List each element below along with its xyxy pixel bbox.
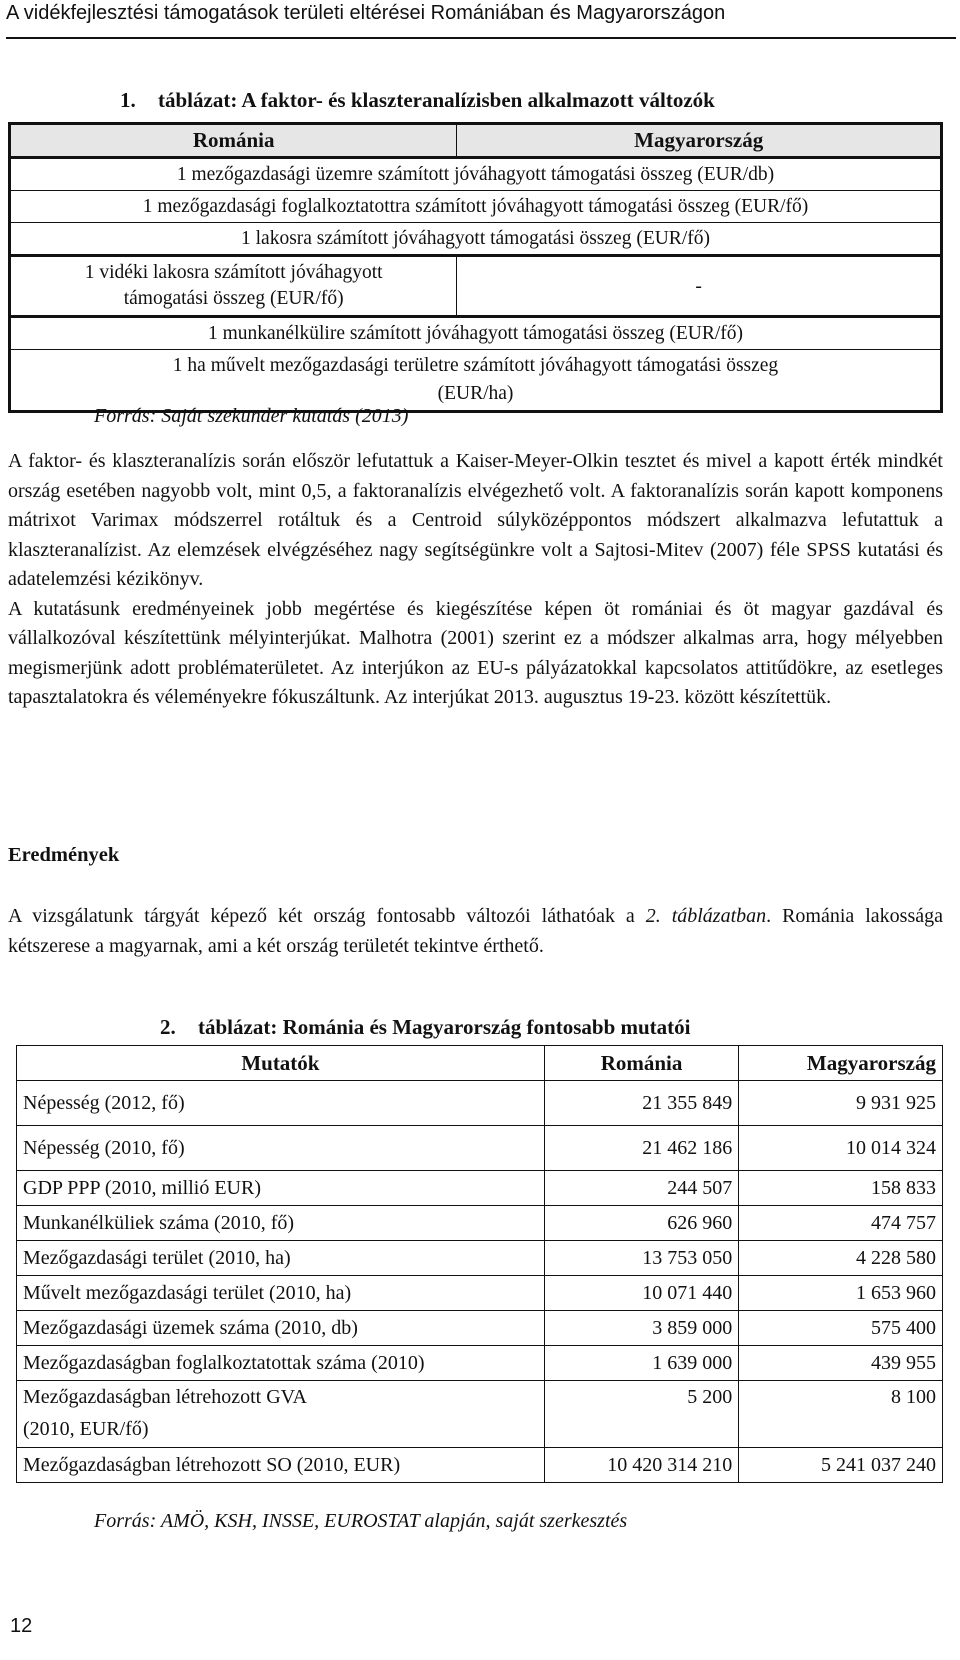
table2-header-indicators: Mutatók bbox=[17, 1046, 545, 1081]
table1-row: 1 mezőgazdasági foglalkoztatottra számított jóváhagyott támogatási összeg (EUR/fő) bbox=[10, 191, 942, 223]
table-reference: 2. táblázatban bbox=[645, 905, 767, 927]
indicator-label: GDP PPP (2010, millió EUR) bbox=[17, 1171, 545, 1206]
indicator-label-line1: Mezőgazdaságban létrehozott GVA bbox=[23, 1386, 307, 1408]
romania-value: 13 753 050 bbox=[544, 1241, 738, 1276]
table-row bbox=[17, 1311, 943, 1346]
table-row bbox=[17, 1081, 943, 1126]
hungary-value: 4 228 580 bbox=[739, 1241, 943, 1276]
hungary-value: 5 241 037 240 bbox=[739, 1448, 943, 1483]
table1-caption bbox=[120, 88, 715, 113]
section-heading: Eredmények bbox=[8, 844, 120, 866]
indicator-label: Népesség (2010, fő) bbox=[17, 1126, 545, 1171]
table1-split-romania bbox=[10, 256, 457, 317]
indicator-label bbox=[17, 1381, 545, 1448]
table1-last-row-line2: (EUR/ha) bbox=[437, 383, 514, 404]
indicator-label: Mezőgazdaságban foglalkoztatottak száma (2010) bbox=[17, 1346, 545, 1381]
table1-source: Forrás: Saját szekunder kutatás (2013) bbox=[94, 405, 409, 427]
indicator-label-line2: (2010, EUR/fő) bbox=[23, 1418, 149, 1440]
table-row bbox=[17, 1241, 943, 1276]
hungary-value: 439 955 bbox=[739, 1346, 943, 1381]
table1-last-row-line1: 1 ha művelt mezőgazdasági területre számított jóváhagyott támogatási összeg bbox=[172, 355, 779, 376]
romania-value: 626 960 bbox=[544, 1206, 738, 1241]
indicator-label: Munkanélküliek száma (2010, fő) bbox=[17, 1206, 545, 1241]
table1-row: 1 munkanélkülire számított jóváhagyott támogatási összeg (EUR/fő) bbox=[10, 317, 942, 350]
table1-header-hungary: Magyarország bbox=[457, 124, 942, 158]
indicator-label: Népesség (2012, fő) bbox=[17, 1081, 545, 1126]
hungary-value: 474 757 bbox=[739, 1206, 943, 1241]
romania-value: 10 420 314 210 bbox=[544, 1448, 738, 1483]
table-row bbox=[17, 1381, 943, 1448]
results-text bbox=[8, 902, 943, 961]
table2-caption-text: táblázat: Románia és Magyarország fontosabb mutatói bbox=[198, 1015, 691, 1039]
table1-header-romania: Románia bbox=[10, 124, 457, 158]
indicators-table bbox=[16, 1045, 943, 1483]
table1-split-romania-line1: 1 vidéki lakosra számított jóváhagyott bbox=[84, 262, 383, 283]
table-row bbox=[17, 1206, 943, 1241]
table1-split-romania-line2: támogatási összeg (EUR/fő) bbox=[123, 288, 344, 309]
table1-last-row bbox=[10, 350, 942, 412]
table2-header-romania: Románia bbox=[544, 1046, 738, 1081]
hungary-value: 8 100 bbox=[739, 1381, 943, 1448]
table-row bbox=[17, 1126, 943, 1171]
table-row bbox=[17, 1276, 943, 1311]
table-row bbox=[17, 1346, 943, 1381]
variables-table bbox=[8, 122, 943, 413]
hungary-value: 158 833 bbox=[739, 1171, 943, 1206]
table2-caption bbox=[160, 1015, 691, 1040]
results-text-start: A vizsgálatunk tárgyát képező két ország fontosabb változói láthatóak a bbox=[8, 905, 646, 927]
running-header: A vidékfejlesztési támogatások területi eltérései Romániában és Magyarországon bbox=[6, 2, 956, 39]
table1-row: 1 lakosra számított jóváhagyott támogatási összeg (EUR/fő) bbox=[10, 223, 942, 256]
romania-value: 10 071 440 bbox=[544, 1276, 738, 1311]
indicator-label: Mezőgazdasági terület (2010, ha) bbox=[17, 1241, 545, 1276]
romania-value: 21 462 186 bbox=[544, 1126, 738, 1171]
hungary-value: 575 400 bbox=[739, 1311, 943, 1346]
table1-caption-text: táblázat: A faktor- és klaszteranalízisben alkalmazott változók bbox=[158, 88, 715, 112]
hungary-value: 1 653 960 bbox=[739, 1276, 943, 1311]
table2-number: 2. bbox=[160, 1015, 176, 1039]
table2-header-hungary: Magyarország bbox=[739, 1046, 943, 1081]
hungary-value: 9 931 925 bbox=[739, 1081, 943, 1126]
romania-value: 21 355 849 bbox=[544, 1081, 738, 1126]
results-paragraph bbox=[8, 902, 943, 961]
indicator-label: Művelt mezőgazdasági terület (2010, ha) bbox=[17, 1276, 545, 1311]
table1-number: 1. bbox=[120, 88, 136, 112]
indicator-label: Mezőgazdasági üzemek száma (2010, db) bbox=[17, 1311, 545, 1346]
romania-value: 3 859 000 bbox=[544, 1311, 738, 1346]
body-text bbox=[8, 447, 943, 713]
table1-row: 1 mezőgazdasági üzemre számított jóváhagyott támogatási összeg (EUR/db) bbox=[10, 158, 942, 191]
table1-split-hungary: - bbox=[457, 256, 942, 317]
table-row bbox=[17, 1171, 943, 1206]
table-row bbox=[17, 1448, 943, 1483]
results-text-end: . Románia lakossága kétszerese a magyarnak, ami a két ország területét tekintve érthető. bbox=[8, 905, 943, 957]
romania-value: 5 200 bbox=[544, 1381, 738, 1448]
paragraph: A kutatásunk eredményeinek jobb megértése és kiegészítése képen öt romániai és öt magyar gazdával és vállalkozóval készítettünk mélyinterjúkat. Malhotra (2001) szerint ez a módszer alkalmas arra, hogy mélyebben megismerjünk adott problématerületet. Az interjúkon az EU-s pályázatokkal kapcsolatos attitűdökre, az esetleges tapasztalatokra és véleményekre fókuszáltunk. Az interjúkat 2013. augusztus 19-23. között készítettük. bbox=[8, 597, 943, 708]
hungary-value: 10 014 324 bbox=[739, 1126, 943, 1171]
table2-source: Forrás: AMÖ, KSH, INSSE, EUROSTAT alapján, saját szerkesztés bbox=[94, 1510, 628, 1532]
page-number: 12 bbox=[10, 1615, 33, 1637]
romania-value: 244 507 bbox=[544, 1171, 738, 1206]
indicator-label: Mezőgazdaságban létrehozott SO (2010, EUR) bbox=[17, 1448, 545, 1483]
paragraph: A faktor- és klaszteranalízis során először lefutattuk a Kaiser-Meyer-Olkin tesztet és mivel a kapott érték mindkét ország esetében nagyobb volt, mint 0,5, a faktoranalízis elvégezhető volt. A faktoranalízis során kapott komponens mátrixot Varimax módszerrel rotáltuk és a Centroid súlyközéppontos módszert alkalmazva lefutattuk a klaszteranalízist. Az elemzések elvégzéséhez nagy segítségünkre volt a Sajtosi-Mitev (2007) féle SPSS kutatási és adatelemzési kézikönyv. bbox=[8, 450, 943, 590]
romania-value: 1 639 000 bbox=[544, 1346, 738, 1381]
